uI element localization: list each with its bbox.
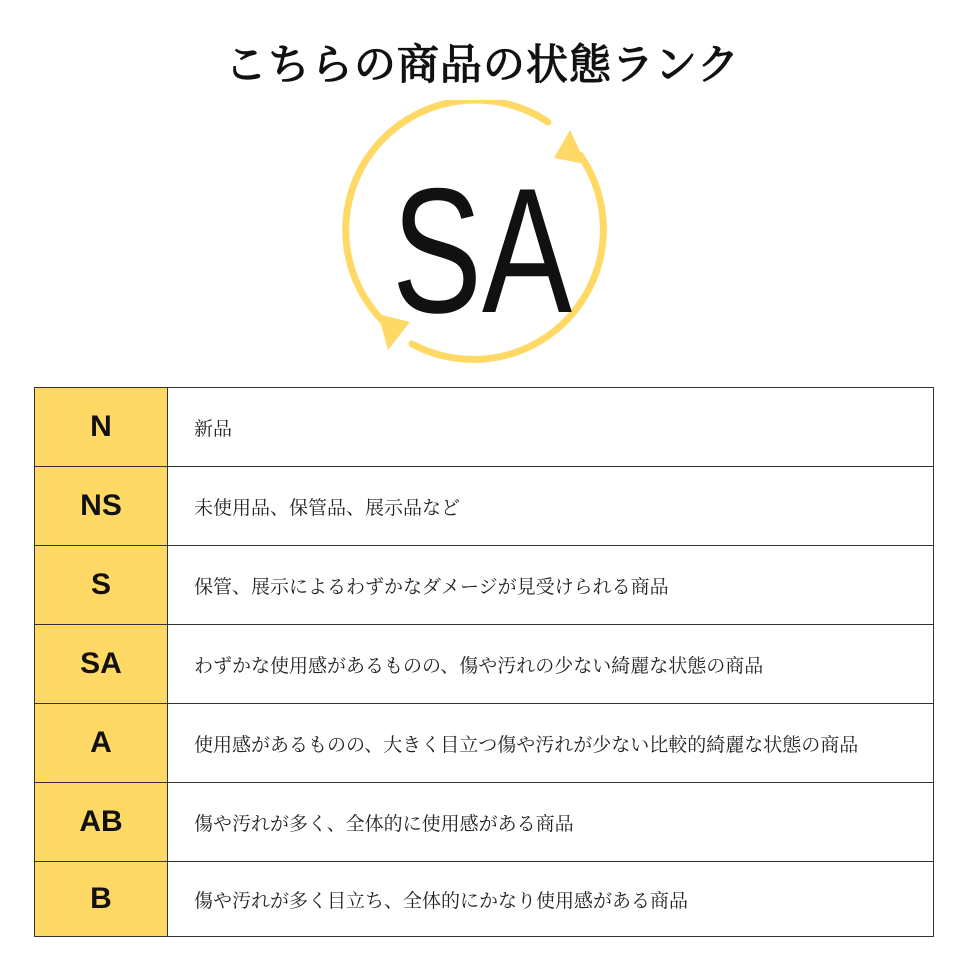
rank-row	[35, 546, 934, 625]
rank-label: N	[35, 388, 168, 467]
rank-label: B	[35, 862, 168, 937]
condition-rank-badge	[340, 100, 625, 385]
rank-description: 使用感があるものの、大きく目立つ傷や汚れが少ない比較的綺麗な状態の商品	[168, 704, 934, 783]
rank-label: NS	[35, 467, 168, 546]
rank-description: 傷や汚れが多く目立ち、全体的にかなり使用感がある商品	[168, 862, 934, 937]
rank-description: わずかな使用感があるものの、傷や汚れの少ない綺麗な状態の商品	[168, 625, 934, 704]
rank-row	[35, 625, 934, 704]
rank-description: 新品	[168, 388, 934, 467]
rank-row	[35, 783, 934, 862]
rank-label: A	[35, 704, 168, 783]
rank-row	[35, 388, 934, 467]
rank-row	[35, 862, 934, 937]
rank-row	[35, 704, 934, 783]
rank-row	[35, 467, 934, 546]
badge-label: SA	[392, 151, 573, 350]
rank-description: 未使用品、保管品、展示品など	[168, 467, 934, 546]
rank-description: 保管、展示によるわずかなダメージが見受けられる商品	[168, 546, 934, 625]
page-title: こちらの商品の状態ランク	[224, 40, 741, 89]
cycle-arrows-icon	[340, 100, 625, 385]
rank-description: 傷や汚れが多く、全体的に使用感がある商品	[168, 783, 934, 862]
rank-table	[34, 387, 934, 937]
rank-label: SA	[35, 625, 168, 704]
rank-label: S	[35, 546, 168, 625]
rank-label: AB	[35, 783, 168, 862]
